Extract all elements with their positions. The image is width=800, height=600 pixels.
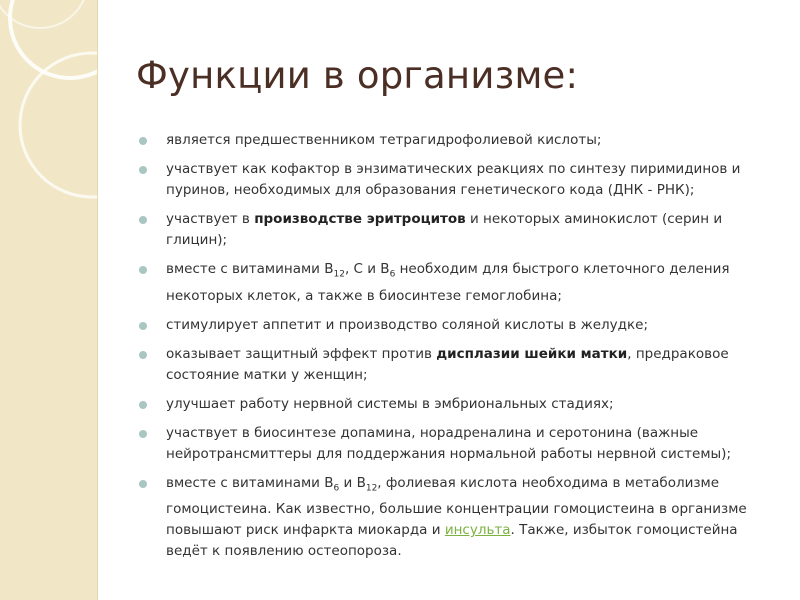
- decorative-circles: [0, 0, 97, 600]
- bullet-item: является предшественником тетрагидрофолиевой кислоты;: [139, 130, 779, 151]
- bullet-item: участвует как кофактор в энзиматических реакциях по синтезу пиримидинов и пуринов, необходимых для образования генетического кода (ДНК - РНК);: [139, 159, 779, 201]
- decorative-side-band: [0, 0, 97, 600]
- slide-title: Функции в организме:: [136, 54, 579, 97]
- bullet-item: улучшает работу нервной системы в эмбриональных стадиях;: [139, 394, 779, 415]
- bullet-item: стимулирует аппетит и производство соляной кислоты в желудке;: [139, 315, 779, 336]
- bold-phrase: производстве эритроцитов: [254, 211, 466, 227]
- bold-phrase: дисплазии шейки матки: [436, 345, 628, 362]
- bullet-list: [139, 130, 779, 570]
- side-divider: [97, 0, 98, 600]
- bullet-item: вместе с витаминами $В_6$ и $В_{12}$, фолиевая кислота необходима в метаболизме гомоцистеина. Как известно, большие концентрации гомоцистеина в организме повышают риск инфаркта миокарда и инсульта. Также, избыток гомоцистейна ведёт к появлению остеопороза.: [139, 473, 779, 563]
- stroke-link[interactable]: инсульта: [444, 522, 511, 539]
- bullet-item: участвует в производстве эритроцитов и некоторых аминокислот (серин и глицин);: [139, 209, 779, 251]
- bullet-item: участвует в биосинтезе допамина, норадреналина и серотонина (важные нейротрансмиттеры для поддержания нормальной работы нервной системы);: [139, 423, 779, 465]
- bullet-item: оказывает защитный эффект против дисплазии шейки матки, предраковое состояние матки у женщин;: [139, 344, 779, 386]
- bullet-item: вместе с витаминами $В_{12}$, С и $В_6$ необходим для быстрого клеточного деления некоторых клеток, а также в биосинтезе гемоглобина;: [139, 259, 779, 307]
